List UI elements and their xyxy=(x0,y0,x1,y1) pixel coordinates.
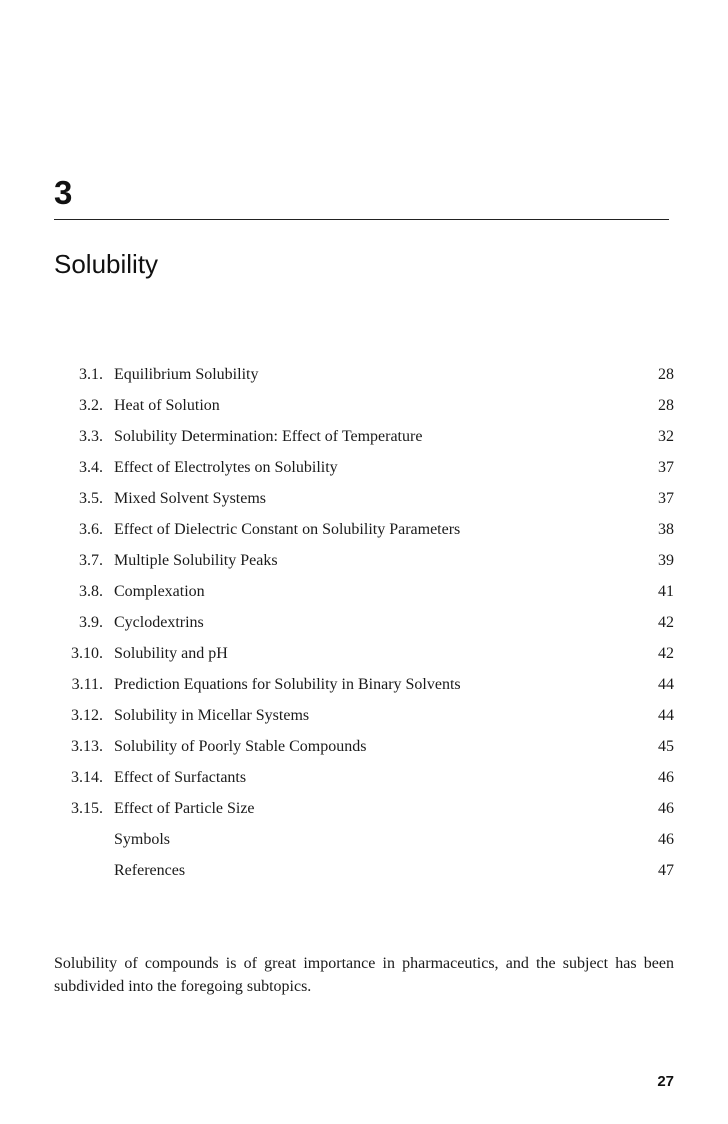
toc-entry-page: 42 xyxy=(658,614,674,631)
table-of-contents xyxy=(54,362,674,889)
toc-entry-page: 44 xyxy=(658,676,674,693)
toc-entry-number: 3.2. xyxy=(79,397,103,414)
intro-paragraph: Solubility of compounds is of great importance in pharmaceutics, and the subject has been subdivided into the foregoing subtopics. xyxy=(54,955,674,995)
toc-entry-title: Complexation xyxy=(114,583,205,600)
toc-entry-page: 45 xyxy=(658,738,674,755)
toc-entry xyxy=(54,672,674,703)
toc-entry-page: 44 xyxy=(658,707,674,724)
toc-entry-page: 42 xyxy=(658,645,674,662)
toc-entry-title: Solubility and pH xyxy=(114,645,228,662)
toc-entry xyxy=(54,703,674,734)
toc-entry-number: 3.11. xyxy=(71,676,103,693)
toc-entry xyxy=(54,393,674,424)
toc-entry-title: Equilibrium Solubility xyxy=(114,366,259,383)
toc-entry-number: 3.3. xyxy=(79,428,103,445)
toc-entry-title: Heat of Solution xyxy=(114,397,220,414)
toc-entry-page: 37 xyxy=(658,459,674,476)
toc-entry-title: Multiple Solubility Peaks xyxy=(114,552,278,569)
toc-entry-page: 41 xyxy=(658,583,674,600)
toc-entry-title: Effect of Particle Size xyxy=(114,800,255,817)
toc-entry-page: 46 xyxy=(658,800,674,817)
toc-entry-title: Effect of Dielectric Constant on Solubility Parameters xyxy=(114,521,461,538)
toc-entry xyxy=(54,362,674,393)
toc-entry-number: 3.5. xyxy=(79,490,103,507)
toc-entry-page: 46 xyxy=(658,831,674,848)
toc-entry xyxy=(54,579,674,610)
toc-entry-number: 3.9. xyxy=(79,614,103,631)
toc-entry-title: Prediction Equations for Solubility in Binary Solvents xyxy=(114,676,461,693)
toc-entry-title: References xyxy=(114,862,186,879)
toc-entry-page: 28 xyxy=(658,397,674,414)
toc-entry xyxy=(54,424,674,455)
toc-entry xyxy=(54,796,674,827)
toc-entry xyxy=(54,517,674,548)
toc-entry-title: Symbols xyxy=(114,831,171,848)
chapter-number: 3 xyxy=(54,174,73,211)
toc-entry-title: Cyclodextrins xyxy=(114,614,204,631)
toc-entry-title: Solubility Determination: Effect of Temperature xyxy=(114,428,423,445)
toc-entry xyxy=(54,610,674,641)
toc-entry-number: 3.4. xyxy=(79,459,103,476)
toc-entry-number: 3.8. xyxy=(79,583,103,600)
toc-entry-number: 3.12. xyxy=(71,707,103,724)
chapter-title: Solubility xyxy=(54,249,159,279)
toc-entry-title: Mixed Solvent Systems xyxy=(114,490,267,507)
toc-entry-page: 28 xyxy=(658,366,674,383)
toc-entry-page: 47 xyxy=(658,862,674,879)
toc-entry-page: 37 xyxy=(658,490,674,507)
toc-entry-number: 3.1. xyxy=(79,366,103,383)
toc-entry-number: 3.7. xyxy=(79,552,103,569)
toc-entry-number: 3.15. xyxy=(71,800,103,817)
toc-entry xyxy=(54,486,674,517)
toc-entry-number: 3.6. xyxy=(79,521,103,538)
toc-entry xyxy=(54,858,674,889)
chapter-rule xyxy=(54,219,669,220)
toc-entry-title: Solubility of Poorly Stable Compounds xyxy=(114,738,367,755)
toc-entry-page: 38 xyxy=(658,521,674,538)
toc-entry-page: 46 xyxy=(658,769,674,786)
toc-entry-page: 32 xyxy=(658,428,674,445)
toc-entry-page: 39 xyxy=(658,552,674,569)
toc-entry-number: 3.13. xyxy=(71,738,103,755)
toc-entry-title: Effect of Electrolytes on Solubility xyxy=(114,459,338,476)
toc-entry xyxy=(54,765,674,796)
page-number: 27 xyxy=(657,1073,674,1090)
toc-entry-number: 3.14. xyxy=(71,769,103,786)
toc-entry xyxy=(54,827,674,858)
toc-entry xyxy=(54,641,674,672)
toc-entry-number: 3.10. xyxy=(71,645,103,662)
toc-entry-title: Effect of Surfactants xyxy=(114,769,247,786)
toc-entry xyxy=(54,455,674,486)
toc-entry xyxy=(54,734,674,765)
toc-entry xyxy=(54,548,674,579)
toc-entry-title: Solubility in Micellar Systems xyxy=(114,707,310,724)
